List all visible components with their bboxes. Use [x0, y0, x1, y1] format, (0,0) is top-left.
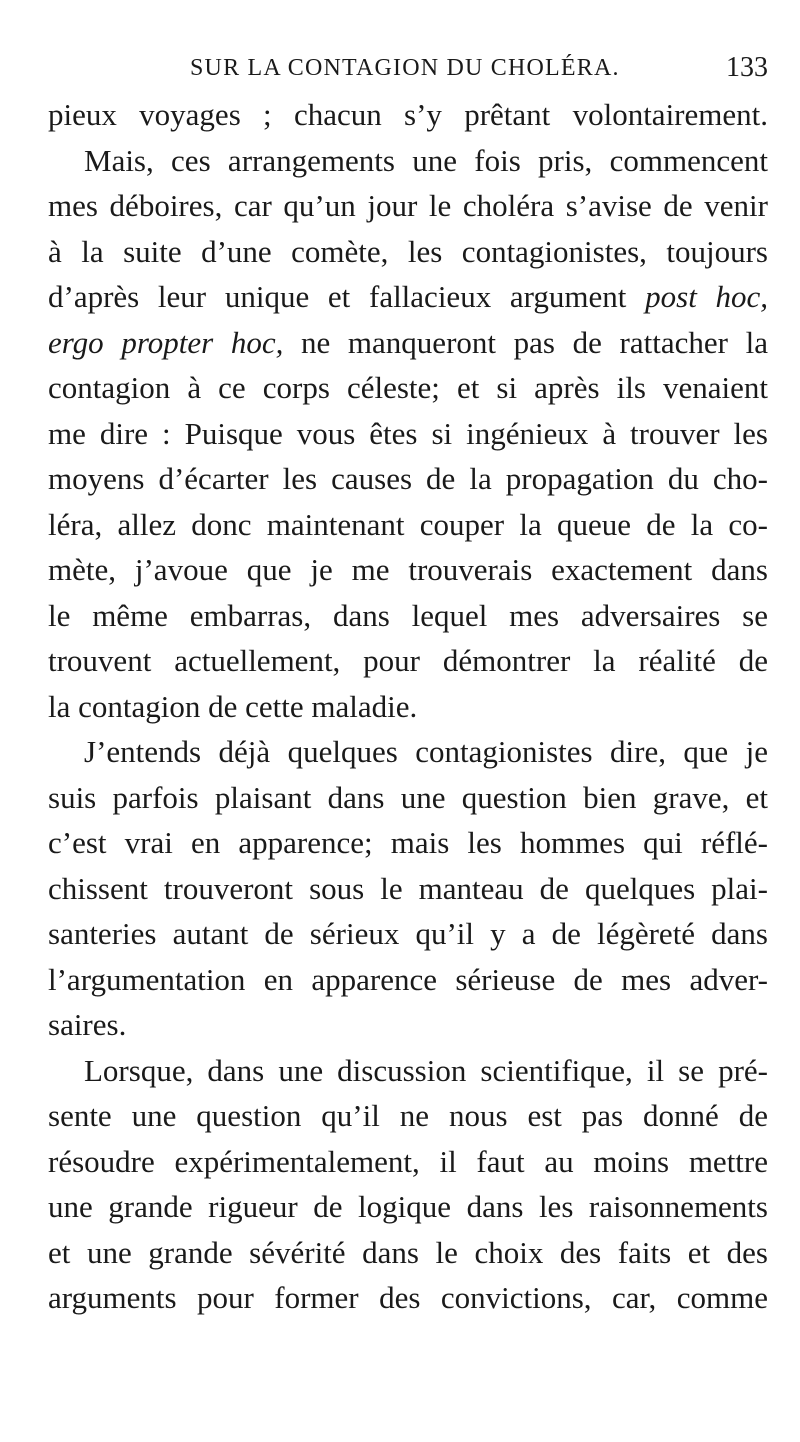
- text-line: chissent trouveront sous le manteau de quelques plai-: [48, 870, 768, 906]
- text-line: santeries autant de sérieux qu’il y a de légèreté dans: [48, 916, 768, 951]
- text-line: trouvent actuellement, pour démontrer la réalité de: [48, 643, 768, 678]
- italic-phrase: ergo propter hoc,: [48, 324, 284, 360]
- text-line: arguments pour former des convictions, car, comme: [48, 1280, 768, 1315]
- running-title: SUR LA CONTAGION DU CHOLÉRA.: [190, 55, 620, 81]
- text-line: mète, j’avoue que je me trouverais exactement dans: [48, 552, 768, 587]
- book-page: [48, 0, 768, 1442]
- text-line: à la suite d’une comète, les contagionistes, toujours: [48, 233, 768, 269]
- text-line: et une grande sévérité dans le choix des faits et des: [48, 1234, 768, 1270]
- text-line: [48, 320, 768, 366]
- text-line: me dire : Puisque vous êtes si ingénieux à trouver les: [48, 415, 768, 451]
- text-line: pieux voyages ; chacun s’y prêtant volontairement.: [48, 97, 768, 132]
- text-line: Mais, ces arrangements une fois pris, commencent: [84, 142, 768, 178]
- text-line: léra, allez donc maintenant couper la queue de la co-: [48, 506, 768, 542]
- text-line: [48, 274, 768, 320]
- running-header: [48, 48, 768, 88]
- text-line: le même embarras, dans lequel mes adversaires se: [48, 597, 768, 633]
- text-line: moyens d’écarter les causes de la propagation du cho-: [48, 461, 768, 496]
- text-line: la contagion de cette maladie.: [48, 688, 418, 724]
- text-line: une grande rigueur de logique dans les raisonnements: [48, 1189, 768, 1224]
- text-line: c’est vrai en apparence; mais les hommes qui réflé-: [48, 825, 768, 860]
- text-line: saires.: [48, 1007, 127, 1042]
- text-line: mes déboires, car qu’un jour le choléra s’avise de venir: [48, 188, 768, 223]
- text-line: suis parfois plaisant dans une question bien grave, et: [48, 779, 768, 815]
- text-line: Lorsque, dans une discussion scientifique, il se pré-: [84, 1052, 768, 1088]
- italic-phrase: post hoc,: [645, 279, 769, 314]
- text-line: résoudre expérimentalement, il faut au moins mettre: [48, 1143, 768, 1179]
- text-line: contagion à ce corps céleste; et si après ils venaient: [48, 370, 768, 405]
- text-segment: ne manqueront pas de rattacher la: [301, 324, 768, 360]
- text-line: l’argumentation en apparence sérieuse de mes adver-: [48, 961, 768, 997]
- text-segment: d’après leur unique et fallacieux argument: [48, 279, 627, 314]
- page-number: 133: [726, 52, 768, 83]
- text-line: J’entends déjà quelques contagionistes dire, que je: [84, 734, 768, 769]
- body-text: [48, 92, 768, 1321]
- text-line: sente une question qu’il ne nous est pas donné de: [48, 1098, 768, 1133]
